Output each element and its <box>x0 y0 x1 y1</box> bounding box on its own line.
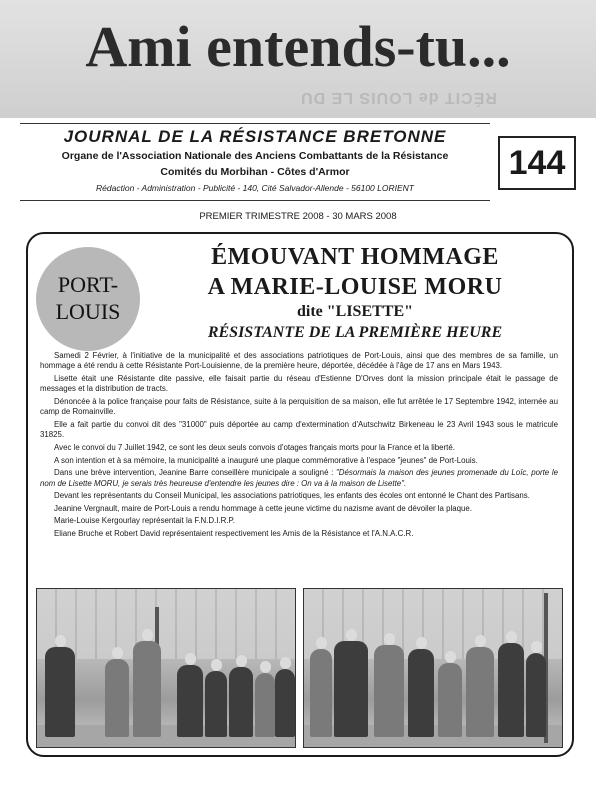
header-rule-bottom <box>20 200 490 201</box>
article-body <box>40 351 558 542</box>
person <box>408 649 434 737</box>
header-rule-top <box>20 123 490 124</box>
person <box>374 645 404 737</box>
person <box>466 647 494 737</box>
person <box>498 643 524 737</box>
paragraph: Dénoncée à la police française pour faits de Résistance, suite à la perquisition de sa maison, elle fut arrêtée le 17 Septembre 1942, internée au camp de Romainville. <box>40 397 558 417</box>
paragraph: Avec le convoi du 7 Juillet 1942, ce sont les deux seuls convois d'otages français morts pour la France et la liberté. <box>54 443 455 452</box>
person <box>177 665 203 737</box>
paragraph: Lisette était une Résistante dite passive, elle faisait partie du réseau d'Estienne D'Orves dont la mission principale était le passage de messages et la distribution de tracts. <box>40 374 558 394</box>
person <box>526 653 546 737</box>
paragraph: Jeanine Vergnault, maire de Port-Louis a rendu hommage à cette jeune victime du nazisme avant de dévoiler la plaque. <box>54 503 473 513</box>
masthead-title: Ami entends-tu... <box>85 14 511 79</box>
paragraph: Elle a fait partie du convoi dit des "31000" puis déportée au camp d'extermination d'Autschwitz Birkeneau le 23 Avril 1943 sous le matricule 31825. <box>40 420 558 440</box>
headline-1: ÉMOUVANT HOMMAGE <box>211 244 499 270</box>
editorial-address: Rédaction - Administration - Publicité - 140, Cité Salvador-Allende - 56100 LORIENT <box>96 183 414 193</box>
paragraph: Samedi 2 Février, à l'initiative de la municipalité et des associations patriotiques de Port-Louis, ainsi que des membres de sa famille, un hommage a été rendu à cette Résistante Port-Louisienne, de la première heure, déportée, décédée à l'âge de 17 ans en Mars 1943. <box>40 351 558 371</box>
committees-line: Comités du Morbihan - Côtes d'Armor <box>160 166 350 178</box>
quote: "Désormais la maison des jeunes promenade du Loïc, porte le nom de Lisette MORU, je serais très heureuse d'entendre les jeunes dire : On va à la maison de Lisette". <box>40 468 558 488</box>
person <box>255 673 275 737</box>
person <box>438 663 462 737</box>
photo-ceremony-right <box>303 588 563 748</box>
paragraph: Eliane Bruche et Robert David représentaient respectivement les Amis de la Résistance et l'A.N.A.C.R. <box>54 528 414 538</box>
person <box>105 659 129 737</box>
person <box>229 667 253 737</box>
organ-line: Organe de l'Association Nationale des Anciens Combattants de la Résistance <box>61 150 449 162</box>
headline-2: A MARIE-LOUISE MORU <box>207 274 503 300</box>
badge-line-1: PORT- <box>57 272 119 297</box>
person <box>133 641 161 737</box>
paragraph-with-quote <box>40 468 558 489</box>
person <box>310 649 332 737</box>
paragraph: A son intention et à sa mémoire, la municipalité a inauguré une plaque commémorative à l'espace "jeunes" de Port-Louis. <box>54 455 478 465</box>
paragraph-intro: Dans une brève intervention, Jeanine Barre conseillère municipale a souligné : <box>54 468 334 478</box>
journal-name: JOURNAL DE LA RÉSISTANCE BRETONNE <box>63 127 447 146</box>
location-badge <box>36 247 140 351</box>
headline-4: RÉSISTANTE DE LA PREMIÈRE HEURE <box>207 324 503 341</box>
badge-line-2: LOUIS <box>55 299 121 324</box>
person <box>334 641 368 737</box>
person <box>275 669 295 737</box>
paragraph: Devant les représentants du Conseil Municipal, les associations patriotiques, les enfants des écoles ont entonné le Chant des Partisans. <box>54 491 530 501</box>
ghost-text: RÉCIT de LOUIS LE DU <box>300 89 497 106</box>
masthead <box>0 0 596 118</box>
paragraph: Marie-Louise Kergourlay représentait la F.N.D.I.R.P. <box>54 516 235 526</box>
stone-wall <box>37 589 295 659</box>
photo-ceremony-left <box>36 588 296 748</box>
date-line: PREMIER TRIMESTRE 2008 - 30 MARS 2008 <box>199 211 397 222</box>
person <box>205 671 227 737</box>
headline-3: dite "LISETTE" <box>296 303 414 320</box>
issue-number: 144 <box>498 136 576 190</box>
person <box>45 647 75 737</box>
